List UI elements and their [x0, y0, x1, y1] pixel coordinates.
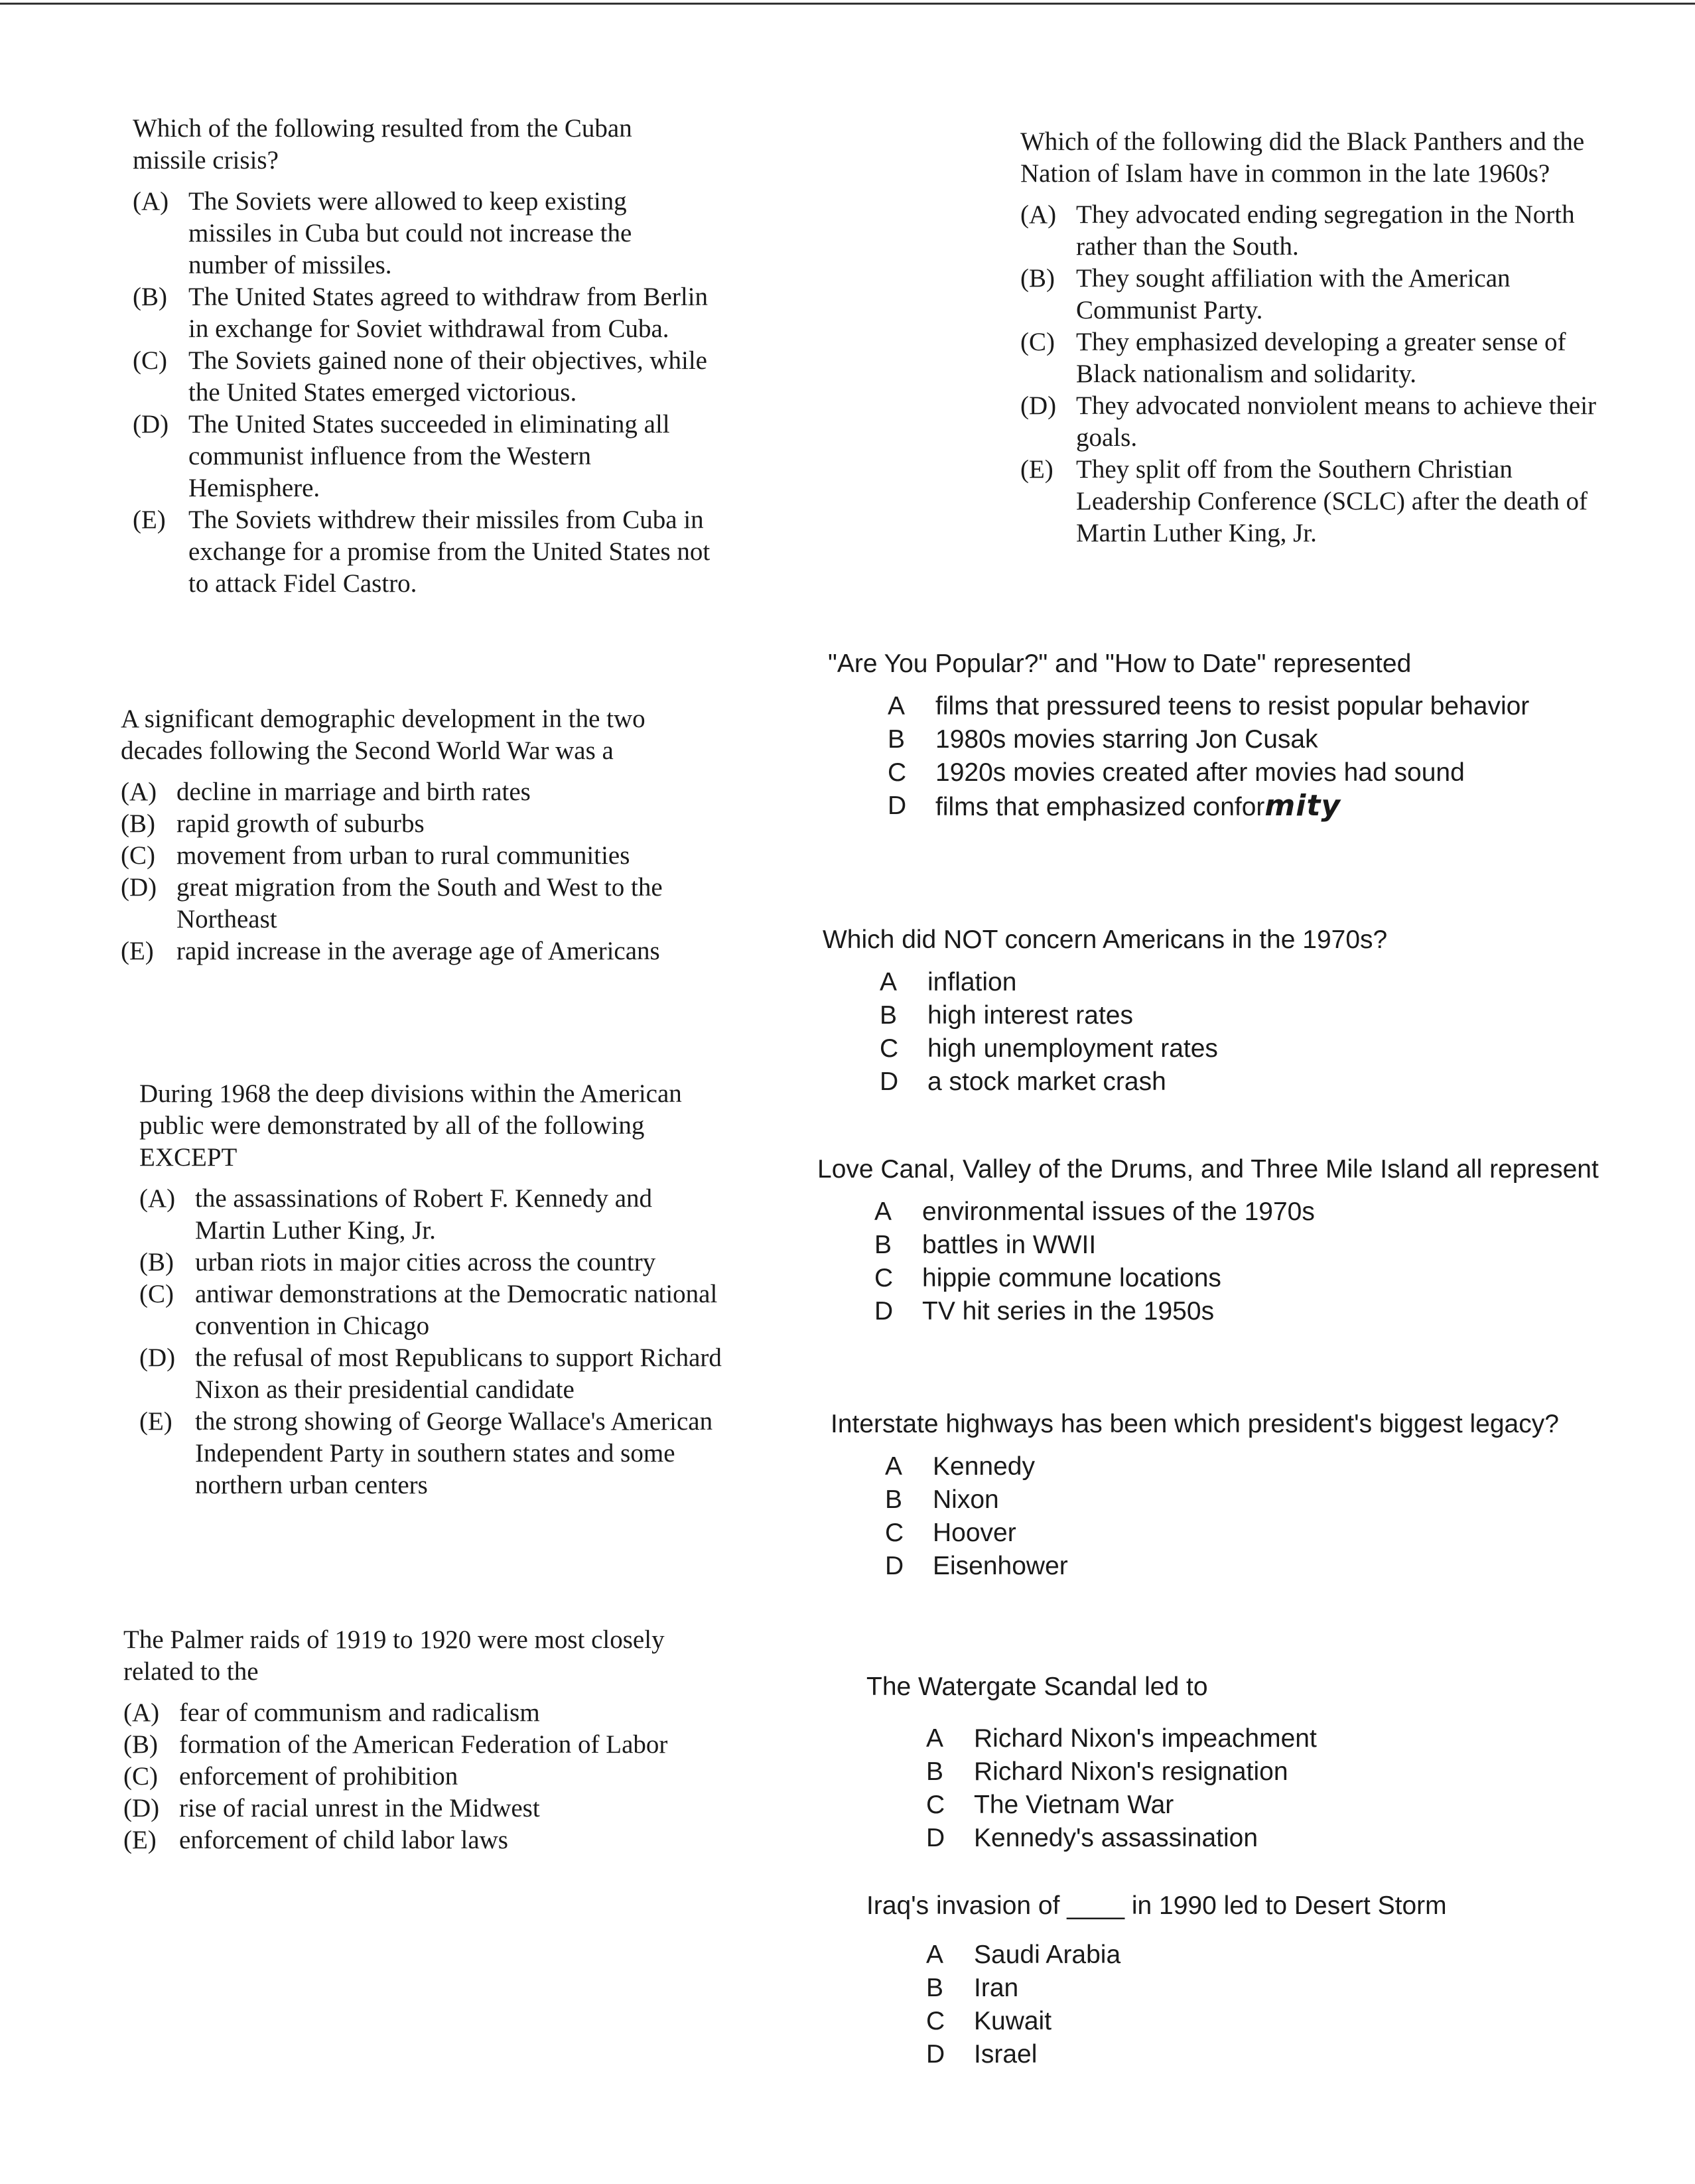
option-letter: (A)	[123, 1698, 160, 1727]
option-text: urban riots in major cities across the country	[195, 1248, 656, 1276]
option-text: Richard Nixon's resignation	[974, 1757, 1288, 1786]
question-black-panthers	[1020, 126, 1604, 549]
option-letter: D	[885, 1552, 904, 1580]
option-text: The United States succeeded in eliminating all communist influence from the Western Hemisphere.	[188, 410, 670, 502]
question-love-canal	[817, 1153, 1647, 1328]
answer-option-a[interactable]	[123, 1697, 707, 1729]
question-desert-storm	[866, 1889, 1596, 2071]
option-text: 1920s movies created after movies had sound	[935, 758, 1465, 787]
answer-option-d[interactable]	[133, 409, 716, 504]
option-text: films that emphasized confor	[935, 793, 1265, 821]
answer-option-e[interactable]	[139, 1406, 723, 1501]
option-letter: (C)	[121, 841, 155, 870]
answer-option-b[interactable]	[121, 808, 718, 840]
option-letter: B	[926, 1974, 944, 2002]
option-letter: (D)	[139, 1343, 176, 1372]
option-text: the refusal of most Republicans to support Richard Nixon as their presidential candidate	[195, 1343, 722, 1404]
option-text: Kennedy	[933, 1452, 1035, 1481]
answer-option-d[interactable]	[880, 1065, 1619, 1099]
answer-option-a[interactable]	[880, 966, 1619, 999]
option-letter: (A)	[1020, 200, 1057, 229]
answer-option-e[interactable]	[1020, 454, 1604, 549]
answer-option-b[interactable]	[1020, 263, 1604, 326]
answer-option-c[interactable]	[121, 840, 718, 872]
option-text: The Soviets gained none of their objectives, while the United States emerged victorious.	[188, 346, 707, 407]
option-letter: (B)	[123, 1730, 158, 1759]
option-letter: B	[885, 1485, 903, 1514]
answer-option-b[interactable]	[123, 1729, 707, 1761]
option-text: the assassinations of Robert F. Kennedy and Martin Luther King, Jr.	[195, 1184, 653, 1245]
question-stem: Which of the following did the Black Panthers and the Nation of Islam have in common in the late 1960s?	[1020, 127, 1585, 188]
option-letter: (E)	[139, 1407, 172, 1436]
option-letter: C	[885, 1519, 904, 1547]
page-top-border	[0, 3, 1695, 5]
answer-option-d[interactable]	[123, 1793, 707, 1824]
answer-option-a[interactable]	[139, 1183, 723, 1247]
option-text: rise of racial unrest in the Midwest	[179, 1794, 540, 1822]
answer-option-d[interactable]	[926, 2038, 1596, 2071]
option-letter: A	[885, 1452, 903, 1481]
answer-option-a[interactable]	[874, 1195, 1647, 1229]
answer-option-a[interactable]	[888, 690, 1624, 723]
option-text: the strong showing of George Wallace's American Independent Party in southern states and some northern urban centers	[195, 1407, 713, 1499]
option-letter: (D)	[1020, 391, 1057, 420]
option-letter: D	[874, 1297, 894, 1326]
answer-option-b[interactable]	[926, 1755, 1596, 1789]
answer-option-b[interactable]	[874, 1229, 1647, 1262]
option-text: inflation	[927, 968, 1017, 996]
option-text: antiwar demonstrations at the Democratic national convention in Chicago	[195, 1280, 718, 1340]
question-stem: The Watergate Scandal led to	[866, 1672, 1208, 1701]
answer-option-a[interactable]	[885, 1450, 1627, 1483]
answer-option-b[interactable]	[133, 281, 716, 345]
answer-option-d[interactable]	[874, 1295, 1647, 1328]
option-text: decline in marriage and birth rates	[176, 778, 531, 806]
option-letter: (E)	[121, 937, 154, 965]
question-demographic-development	[121, 703, 718, 967]
option-letter: D	[888, 791, 907, 820]
option-text: Israel	[974, 2040, 1038, 2069]
option-letter: (B)	[1020, 264, 1055, 293]
option-text: Eisenhower	[933, 1552, 1068, 1580]
option-letter: (A)	[139, 1184, 176, 1213]
option-letter: C	[926, 1791, 945, 1819]
option-letter: (D)	[121, 873, 157, 902]
question-popular-films	[828, 648, 1624, 824]
option-letter: A	[926, 1724, 944, 1753]
option-text: movement from urban to rural communities	[176, 841, 630, 870]
option-text: rapid increase in the average age of Americans	[176, 937, 660, 965]
option-letter: D	[926, 1824, 945, 1852]
answer-option-b[interactable]	[888, 723, 1624, 756]
answer-option-a[interactable]	[926, 1939, 1596, 1972]
option-letter: (E)	[1020, 455, 1053, 484]
question-cuban-missile-crisis	[133, 113, 716, 600]
option-text: The Soviets were allowed to keep existing missiles in Cuba but could not increase the number of missiles.	[188, 187, 632, 279]
option-letter: (C)	[1020, 328, 1055, 356]
option-letter: (C)	[123, 1762, 158, 1791]
option-text: They sought affiliation with the American Communist Party.	[1076, 264, 1511, 324]
option-text: enforcement of child labor laws	[179, 1826, 508, 1854]
answer-option-c[interactable]	[133, 345, 716, 409]
option-letter: C	[888, 758, 907, 787]
question-stem: Love Canal, Valley of the Drums, and Three Mile Island all represent	[817, 1155, 1599, 1184]
option-letter: A	[880, 968, 898, 996]
option-letter: (B)	[121, 809, 155, 838]
answer-option-c[interactable]	[874, 1262, 1647, 1295]
answer-option-e[interactable]	[121, 935, 718, 967]
answer-option-b[interactable]	[926, 1972, 1596, 2005]
option-letter: B	[874, 1231, 892, 1259]
answer-option-c[interactable]	[926, 2005, 1596, 2038]
option-text: formation of the American Federation of Labor	[179, 1730, 668, 1759]
option-text: environmental issues of the 1970s	[922, 1197, 1315, 1226]
option-letter: A	[926, 1941, 944, 1969]
answer-option-c[interactable]	[885, 1517, 1627, 1550]
option-letter: B	[888, 725, 906, 754]
answer-option-d[interactable]	[926, 1822, 1596, 1855]
option-text: fear of communism and radicalism	[179, 1698, 540, 1727]
option-letter: (D)	[123, 1794, 160, 1822]
option-text: Kuwait	[974, 2007, 1052, 2035]
option-text: films that pressured teens to resist popular behavior	[935, 692, 1530, 720]
answer-option-c[interactable]	[123, 1761, 707, 1793]
answer-option-a[interactable]	[926, 1722, 1596, 1755]
option-text: Nixon	[933, 1485, 999, 1514]
option-text: They split off from the Southern Christian Leadership Conference (SCLC) after the death of Martin Luther King, Jr.	[1076, 455, 1588, 547]
option-text: enforcement of prohibition	[179, 1762, 458, 1791]
option-letter: (B)	[133, 283, 167, 311]
answer-option-b[interactable]	[885, 1483, 1627, 1517]
question-stem: "Are You Popular?" and "How to Date" represented	[828, 649, 1412, 678]
option-letter: A	[888, 692, 906, 720]
answer-option-c[interactable]	[880, 1032, 1619, 1065]
question-stem: Iraq's invasion of ____ in 1990 led to Desert Storm	[866, 1891, 1447, 1920]
question-stem: A significant demographic development in the two decades following the Second World War was a	[121, 705, 645, 765]
option-letter: B	[926, 1757, 944, 1786]
option-letter: A	[874, 1197, 892, 1226]
option-letter: (C)	[139, 1280, 174, 1308]
option-text: Richard Nixon's impeachment	[974, 1724, 1317, 1753]
question-watergate	[866, 1671, 1596, 1855]
answer-option-a[interactable]	[1020, 199, 1604, 263]
option-text: The Vietnam War	[974, 1791, 1174, 1819]
answer-option-d[interactable]	[139, 1342, 723, 1406]
question-stem: Which of the following resulted from the Cuban missile crisis?	[133, 114, 632, 174]
option-text: a stock market crash	[927, 1067, 1166, 1096]
option-text: Saudi Arabia	[974, 1941, 1121, 1969]
answer-option-b[interactable]	[139, 1247, 723, 1278]
option-text: hippie commune locations	[922, 1264, 1221, 1292]
option-text: 1980s movies starring Jon Cusak	[935, 725, 1318, 754]
option-text: They advocated nonviolent means to achieve their goals.	[1076, 391, 1597, 452]
option-letter: (E)	[123, 1826, 157, 1854]
answer-option-c[interactable]	[1020, 326, 1604, 390]
answer-option-c[interactable]	[888, 756, 1624, 789]
option-text: Kennedy's assassination	[974, 1824, 1258, 1852]
answer-option-d[interactable]	[885, 1550, 1627, 1583]
answer-option-d[interactable]	[888, 789, 1624, 824]
question-palmer-raids	[123, 1624, 707, 1856]
option-letter: (A)	[121, 778, 157, 806]
option-text: TV hit series in the 1950s	[922, 1297, 1215, 1326]
option-letter: D	[926, 2040, 945, 2069]
answer-option-c[interactable]	[139, 1278, 723, 1342]
option-text: rapid growth of suburbs	[176, 809, 425, 838]
answer-option-a[interactable]	[121, 776, 718, 808]
question-stem: The Palmer raids of 1919 to 1920 were most closely related to the	[123, 1625, 665, 1686]
answer-option-e[interactable]	[133, 504, 716, 600]
option-letter: D	[880, 1067, 899, 1096]
answer-option-c[interactable]	[926, 1789, 1596, 1822]
answer-option-d[interactable]	[1020, 390, 1604, 454]
question-stem: Interstate highways has been which president's biggest legacy?	[831, 1410, 1559, 1438]
option-letter: (B)	[139, 1248, 174, 1276]
option-text: battles in WWII	[922, 1231, 1097, 1259]
option-letter: C	[926, 2007, 945, 2035]
option-text: They emphasized developing a greater sense of Black nationalism and solidarity.	[1076, 328, 1566, 388]
option-letter: (C)	[133, 346, 167, 375]
option-letter: (E)	[133, 506, 166, 534]
option-letter: C	[880, 1034, 899, 1063]
question-1968-divisions	[139, 1078, 723, 1501]
question-interstate-highways	[831, 1408, 1627, 1583]
option-letter: (D)	[133, 410, 169, 439]
option-letter: (A)	[133, 187, 169, 216]
option-text: high interest rates	[927, 1001, 1134, 1030]
answer-option-a[interactable]	[133, 186, 716, 281]
option-text: Iran	[974, 1974, 1019, 2002]
option-text: great migration from the South and West to the Northeast	[176, 873, 663, 933]
answer-option-e[interactable]	[123, 1824, 707, 1856]
option-text: high unemployment rates	[927, 1034, 1218, 1063]
option-text: The United States agreed to withdraw from Berlin in exchange for Soviet withdrawal from Cuba.	[188, 283, 709, 343]
option-letter: B	[880, 1001, 898, 1030]
answer-option-b[interactable]	[880, 999, 1619, 1032]
question-1970s-concerns	[823, 923, 1619, 1099]
option-text: Hoover	[933, 1519, 1016, 1547]
option-text: The Soviets withdrew their missiles from Cuba in exchange for a promise from the United States not to attack Fidel Castro.	[188, 506, 711, 598]
answer-option-d[interactable]	[121, 872, 718, 935]
option-text: They advocated ending segregation in the North rather than the South.	[1076, 200, 1575, 261]
option-letter: C	[874, 1264, 894, 1292]
question-stem: Which did NOT concern Americans in the 1970s?	[823, 925, 1388, 954]
handwritten-note: mity	[1264, 789, 1341, 823]
question-stem: During 1968 the deep divisions within the American public were demonstrated by all of the following EXCEPT	[139, 1079, 682, 1172]
